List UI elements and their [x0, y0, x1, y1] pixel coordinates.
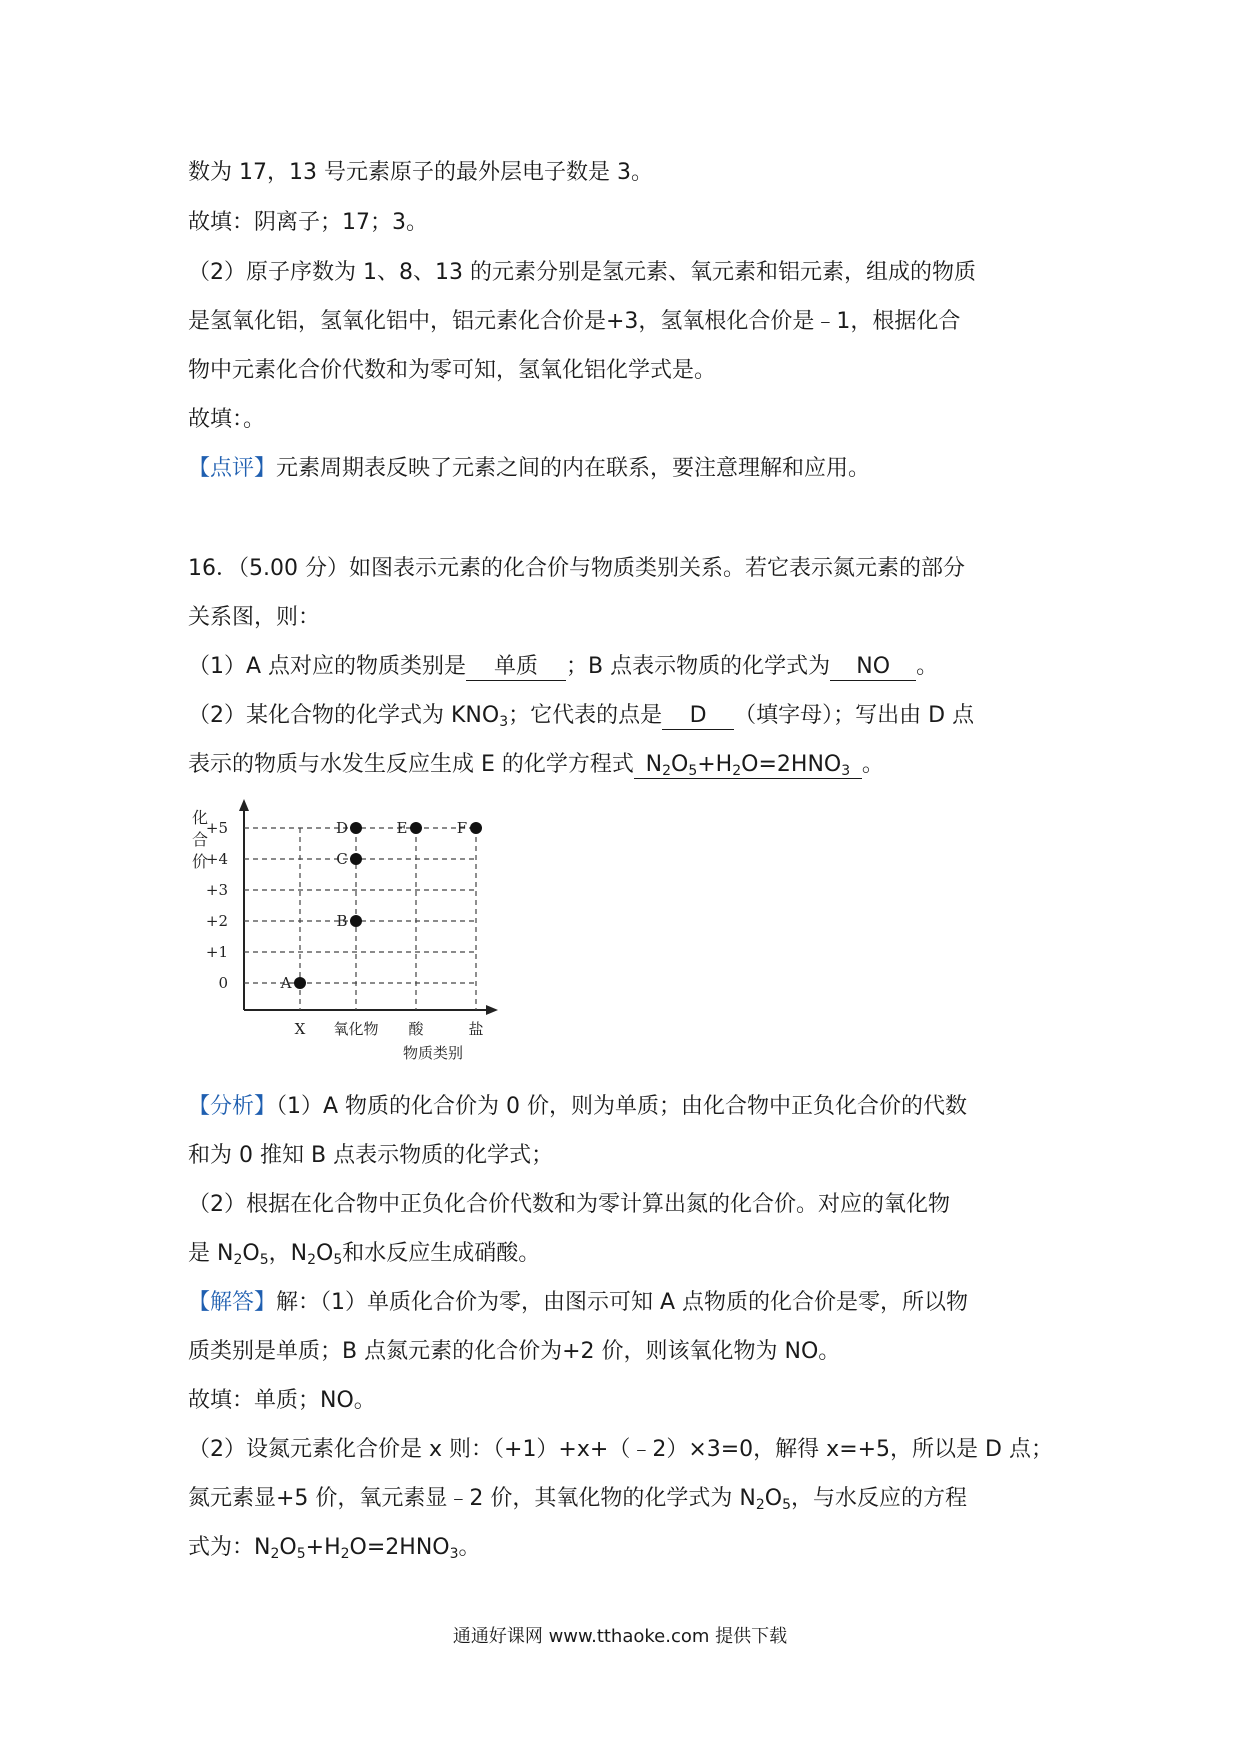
answer-line [188, 1288, 968, 1318]
y-axis-label: 合 [191, 830, 209, 849]
x-axis-label: 物质类别 [402, 1044, 464, 1060]
point-label: B [336, 912, 348, 930]
text-line: 是氢氧化铝，氢氧化铝中，铝元素化合价是+3，氢氧根化合价是﹣1，根据化合 [188, 309, 961, 334]
review-text: 元素周期表反映了元素之间的内在联系，要注意理解和应用。 [276, 456, 871, 481]
answer-text: 解：（1）单质化合价为零，由图示可知 A 点物质的化合价是零，所以物 [276, 1290, 969, 1315]
q2-text-a: （2）某化合物的化学式为 KNO [188, 703, 500, 728]
data-point [470, 822, 482, 834]
analysis-tag: 【分析】 [188, 1094, 277, 1119]
y-axis-label: 化 [191, 808, 209, 827]
q1-text-b: ；B 点表示物质的化学式为 [566, 654, 831, 679]
analysis-text: （1）A 物质的化合价为 0 价，则为单质；由化合物中正负化合价的代数 [276, 1094, 968, 1119]
question-part-1 [188, 652, 938, 682]
x-tick-label: 氧化物 [333, 1020, 379, 1038]
q3-text-a: 表示的物质与水发生反应生成 E 的化学方程式 [188, 752, 634, 777]
y-axis-label: 价 [191, 852, 209, 871]
answer-blank-1: 单质 [466, 654, 566, 681]
y-tick-label: 0 [218, 974, 228, 992]
y-tick-label: +2 [205, 912, 228, 930]
question-title-cont: 关系图，则： [188, 605, 321, 630]
point-label: E [396, 819, 408, 837]
analysis-line: 和为 0 推知 B 点表示物质的化学式； [188, 1143, 554, 1168]
data-point [294, 977, 306, 989]
q3-text-c: 。 [861, 752, 884, 777]
answer-line: （2）设氮元素化合价是 x 则：（+1）+x+（﹣2）×3=0，解得 x=+5，所以是 D 点； [188, 1437, 1053, 1462]
q1-text-a: （1）A 点对应的物质类别是 [188, 654, 467, 679]
point-label: A [280, 974, 292, 992]
question-title: 16．（5.00 分）如图表示元素的化合价与物质类别关系。若它表示氮元素的部分 [188, 556, 965, 581]
text-line: 物中元素化合价代数和为零可知，氢氧化铝化学式是。 [188, 358, 717, 383]
q2-subscript: 3 [499, 714, 509, 730]
review-line [188, 454, 870, 484]
review-tag: 【点评】 [188, 456, 277, 481]
answer-line: 质类别是单质；B 点氮元素的化合价为+2 价，则该氧化物为 NO。 [188, 1339, 841, 1364]
x-tick-label: 酸 [408, 1020, 424, 1038]
valence-diagram [188, 795, 548, 1060]
answer-tag: 【解答】 [188, 1290, 277, 1315]
x-tick-label: 盐 [468, 1020, 484, 1038]
answer-line: 氮元素显+5 价，氧元素显﹣2 价，其氧化物的化学式为 $N_2O_5$，与水反应的方程 [188, 1486, 968, 1513]
data-point [350, 915, 362, 927]
text-line: 故填：阴离子；17；3。 [188, 210, 428, 235]
text-line: 故填：。 [188, 407, 266, 432]
data-point [350, 822, 362, 834]
point-label: D [335, 819, 349, 837]
y-tick-label: +4 [205, 850, 228, 868]
y-axis-arrow [239, 799, 249, 811]
q1-text-c: 。 [916, 654, 939, 679]
point-label: C [336, 850, 348, 868]
text-line: （2）原子序数为 1、8、13 的元素分别是氢元素、氧元素和铝元素，组成的物质 [188, 260, 976, 285]
data-point [350, 853, 362, 865]
analysis-line: 是 $N_2O_5$，$N_2O_5$和水反应生成硝酸。 [188, 1241, 541, 1268]
y-tick-label: +1 [205, 943, 228, 961]
answer-line: 式为：$N_2O_5+H_2O=2HNO_3$。 [188, 1535, 481, 1562]
y-tick-label: +3 [205, 881, 228, 899]
data-point [410, 822, 422, 834]
answer-blank-2: NO [830, 654, 916, 681]
answer-blank-4: $N_2O_5+H_2O=2HNO_3$ [634, 752, 862, 779]
x-tick-label: X [294, 1020, 306, 1038]
x-axis-arrow [486, 1005, 498, 1015]
q2-text-c: （填字母）；写出由 D 点 [734, 703, 975, 728]
question-part-2 [188, 701, 974, 731]
analysis-line [188, 1092, 967, 1122]
answer-line: 故填：单质；NO。 [188, 1388, 376, 1413]
analysis-line: （2）根据在化合物中正负化合价代数和为零计算出氮的化合价。对应的氧化物 [188, 1192, 950, 1217]
q2-text-b: ；它代表的点是 [508, 703, 663, 728]
point-label: F [456, 819, 468, 837]
answer-blank-3: D [662, 703, 734, 730]
y-tick-label: +5 [205, 819, 228, 837]
text-line: 数为 17，13 号元素原子的最外层电子数是 3。 [188, 160, 653, 185]
question-part-3 [188, 750, 884, 780]
page-footer: 通通好课网 www.tthaoke.com 提供下载 [452, 1626, 788, 1647]
